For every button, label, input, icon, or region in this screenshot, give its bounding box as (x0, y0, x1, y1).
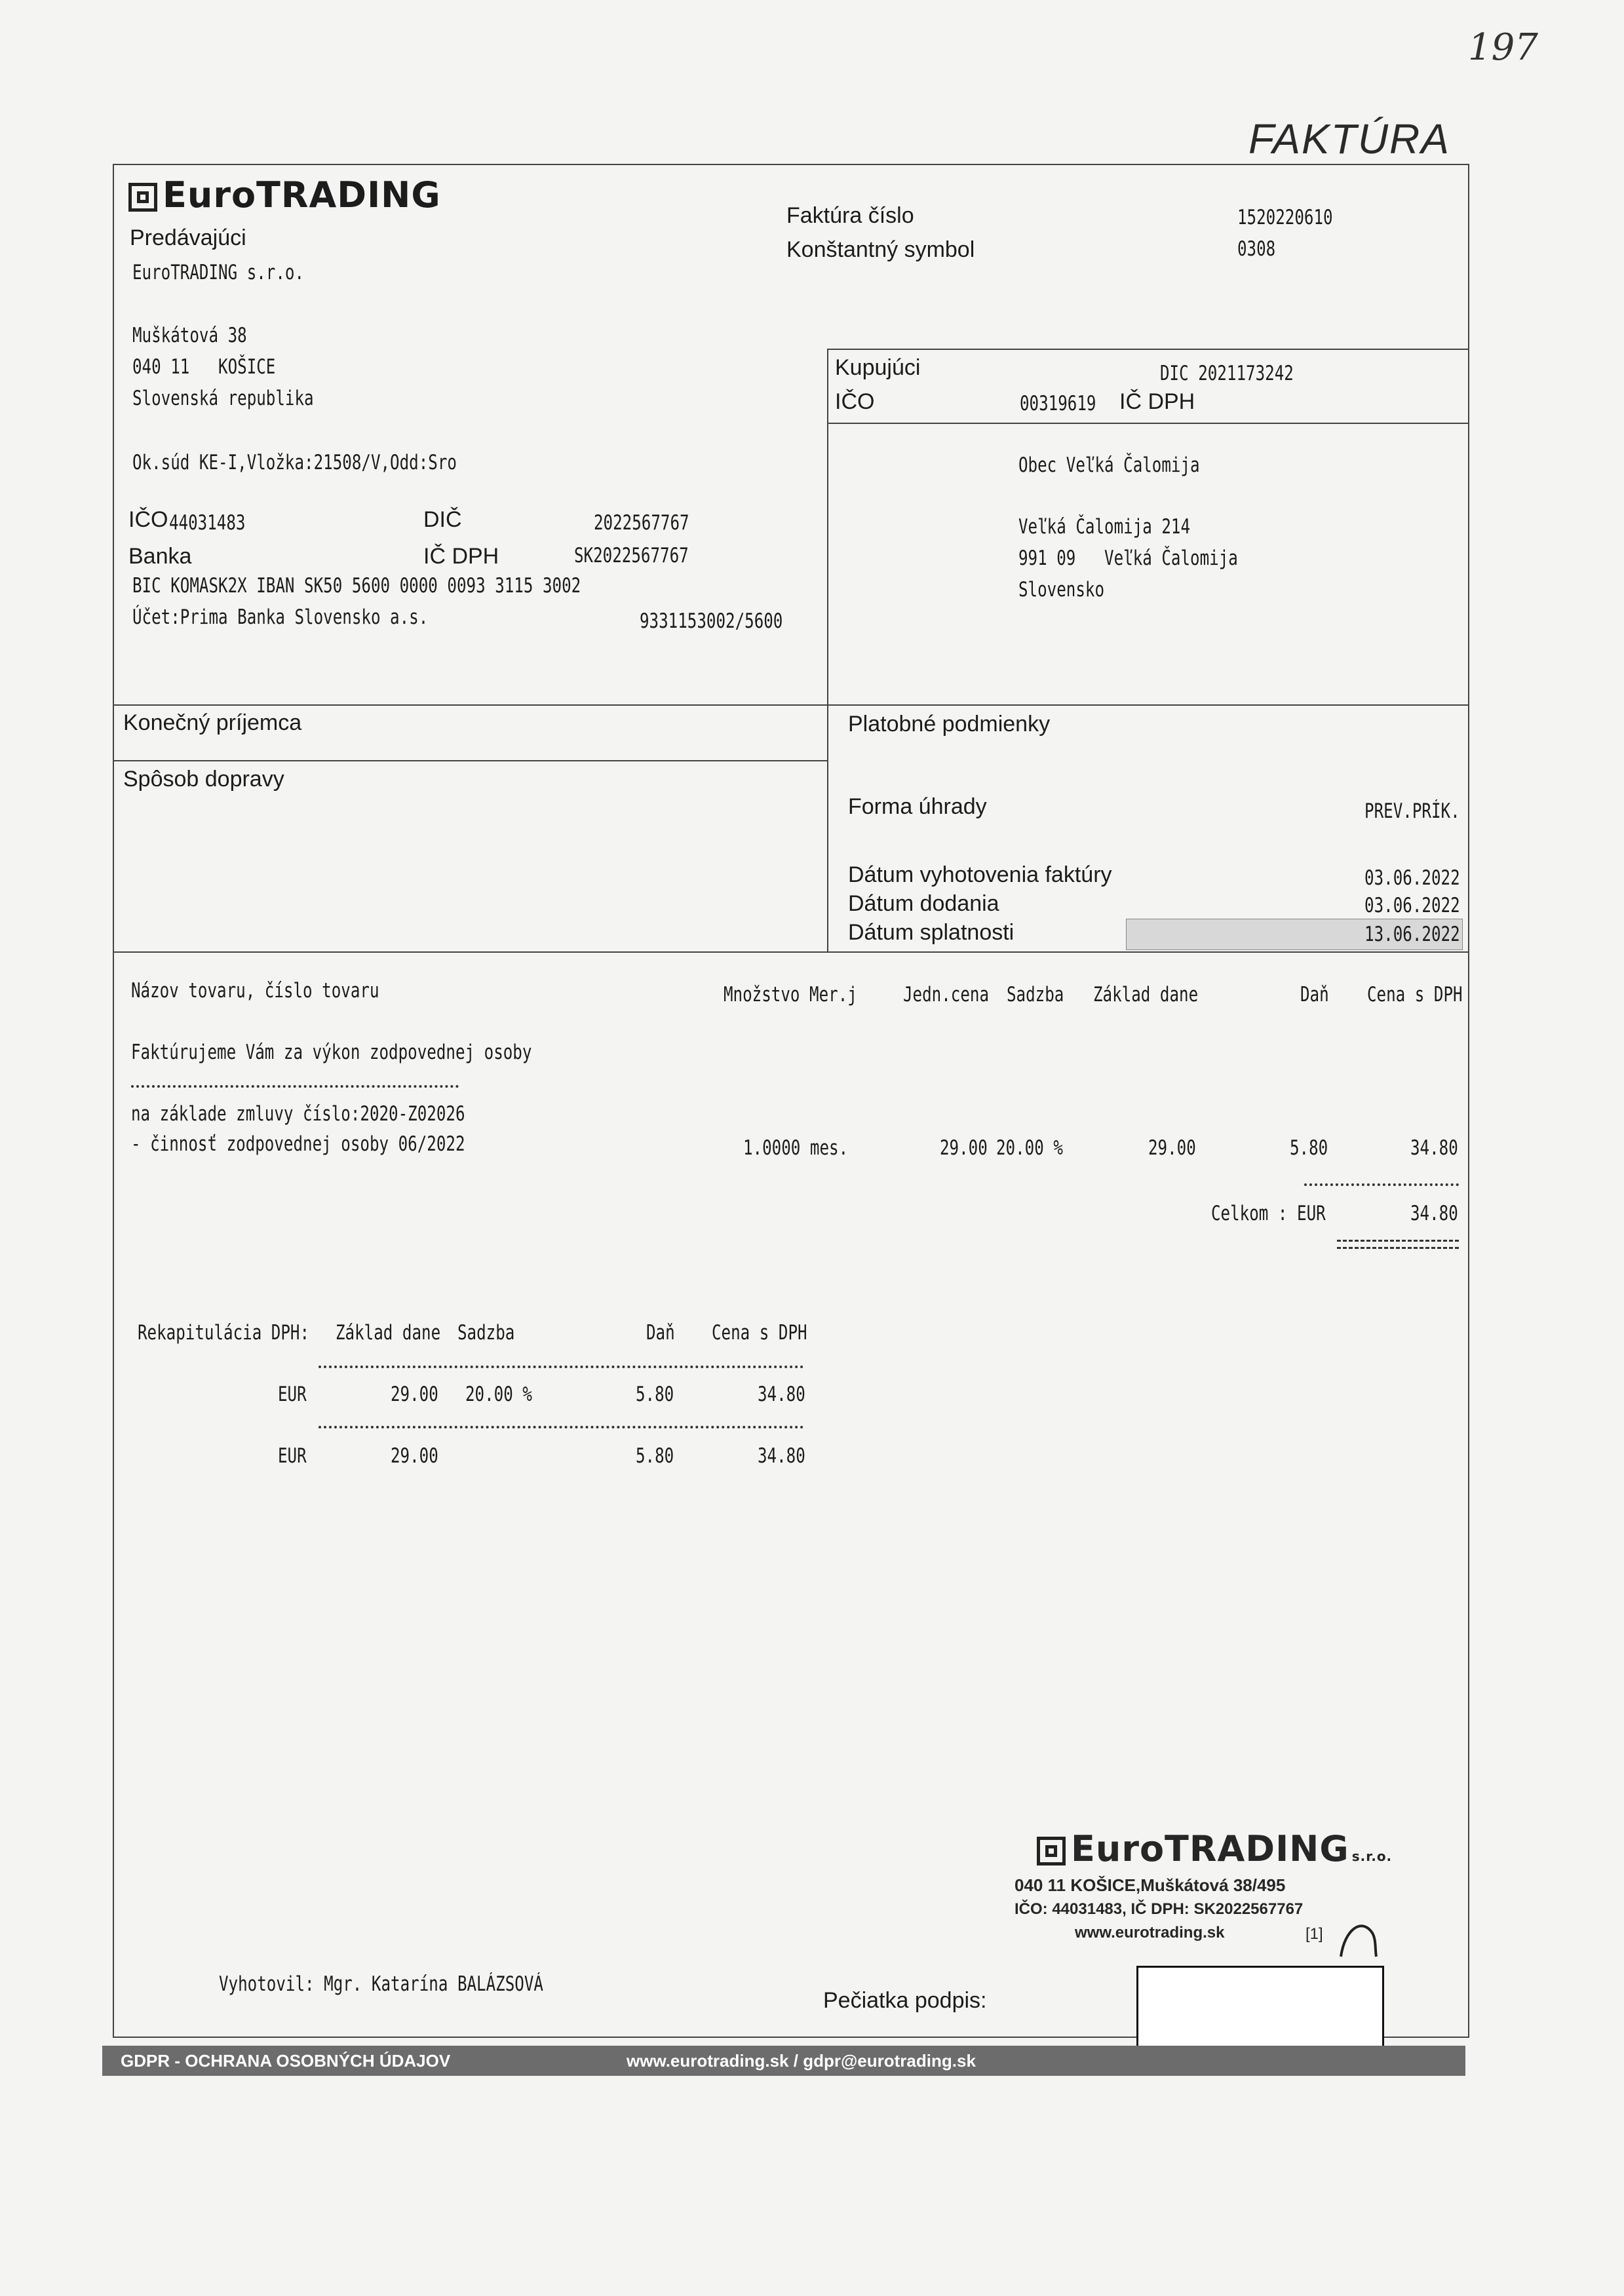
seller-account-number: 9331153002/5600 (640, 609, 783, 633)
invoice-number-label: Faktúra číslo (786, 203, 914, 228)
signature-label: Pečiatka podpis: (823, 1988, 987, 2013)
buyer-label: Kupujúci (835, 355, 921, 380)
seller-ico: 44031483 (169, 511, 246, 535)
col-header-tax: Daň (1300, 983, 1329, 1006)
vat-recap-header-underline (319, 1366, 803, 1368)
vat-recap-title: Rekapitulácia DPH: (138, 1321, 310, 1345)
buyer-ico: 00319619 (1020, 392, 1096, 415)
stamp-line-2: IČO: 44031483, IČ DPH: SK2022567767 (1015, 1900, 1304, 1918)
seller-logo: EuroTRADING (128, 174, 441, 216)
invoice-frame (113, 164, 1469, 2038)
seller-dic: 2022567767 (594, 511, 689, 535)
payment-method: PREV.PRÍK. (1364, 799, 1460, 823)
item-total-underline (1304, 1183, 1459, 1186)
payment-method-label: Forma úhrady (848, 794, 987, 819)
document-title: FAKTÚRA (1248, 115, 1450, 163)
transport-label: Spôsob dopravy (123, 767, 284, 792)
item-unit-price: 29.00 (940, 1136, 988, 1160)
seller-dic-label: DIČ (423, 507, 462, 532)
item-line-1: na základe zmluvy číslo:2020-Z02026 (131, 1102, 465, 1126)
buyer-name: Obec Veľká Čalomija (1018, 453, 1200, 477)
issued-by: Vyhotovil: Mgr. Katarína BALÁZSOVÁ (219, 1972, 543, 1996)
delivery-date-label: Dátum dodania (848, 891, 999, 916)
seller-icdph: SK2022567767 (574, 544, 689, 567)
divider-vertical-top (827, 349, 828, 951)
footer-gdpr: GDPR - OCHRANA OSOBNÝCH ÚDAJOV (121, 2051, 451, 2071)
col-header-base: Základ dane (1093, 983, 1199, 1006)
divider-transport (113, 760, 827, 761)
seller-bic-iban: BIC KOMASK2X IBAN SK50 5600 0000 0093 3115 3002 (132, 574, 581, 598)
vat-row-2-total: 34.80 (758, 1444, 805, 1468)
stamp-logo-icon (1037, 1837, 1066, 1866)
vat-row-1-rate: 20.00 % (465, 1383, 532, 1406)
stamp-logo: EuroTRADING s.r.o. (1037, 1828, 1392, 1869)
seller-street: Muškátová 38 (132, 324, 247, 347)
vat-row-1-base: 29.00 (391, 1383, 438, 1406)
issue-date-label: Dátum vyhotovenia faktúry (848, 862, 1112, 887)
vat-row-2-currency: EUR (278, 1444, 307, 1468)
buyer-dic: DIC 2021173242 (1160, 362, 1294, 385)
seller-account: Účet:Prima Banka Slovensko a.s. (132, 605, 429, 629)
seller-name: EuroTRADING s.r.o. (132, 261, 305, 284)
seller-city: 040 11 KOŠICE (132, 355, 276, 379)
due-date-label: Dátum splatnosti (848, 920, 1015, 945)
grand-total-label: Celkom : EUR (1211, 1202, 1326, 1225)
seller-ico-label: IČO (128, 507, 168, 532)
delivery-date: 03.06.2022 (1364, 894, 1460, 917)
vat-recap-header-tax: Daň (646, 1321, 675, 1345)
buyer-country: Slovensko (1018, 578, 1105, 602)
stamp-mark: [1] (1305, 1925, 1323, 1943)
recipient-label: Konečný príjemca (123, 710, 302, 735)
invoice-number: 1520220610 (1237, 206, 1333, 229)
vat-row-1-tax: 5.80 (636, 1383, 674, 1406)
divider-recipient (113, 704, 1469, 706)
company-stamp (1015, 1828, 1393, 1959)
item-qty: 1.0000 mes. (743, 1136, 849, 1160)
vat-row-2-tax: 5.80 (636, 1444, 674, 1468)
item-total: 34.80 (1410, 1136, 1458, 1160)
item-base: 29.00 (1148, 1136, 1196, 1160)
eurotrading-logo-icon (128, 183, 157, 212)
stamp-line-3: www.eurotrading.sk (1075, 1924, 1225, 1942)
col-header-qty: Množstvo Mer.j (724, 983, 857, 1006)
col-header-name: Názov tovaru, číslo tovaru (131, 979, 379, 1003)
footer-web: www.eurotrading.sk / gdpr@eurotrading.sk (627, 2051, 976, 2071)
buyer-icdph-label: IČ DPH (1119, 389, 1195, 414)
vat-row-2-base: 29.00 (391, 1444, 438, 1468)
divider-buyer-top (827, 349, 1469, 350)
buyer-city: 991 09 Veľká Čalomija (1018, 546, 1238, 570)
issue-date: 03.06.2022 (1364, 866, 1460, 890)
payment-terms-label: Platobné podmienky (848, 712, 1051, 737)
grand-total-double-line (1337, 1240, 1459, 1249)
item-intro-underline (131, 1085, 459, 1088)
item-intro: Faktúrujeme Vám za výkon zodpovednej osoby (131, 1041, 532, 1064)
seller-label: Predávajúci (130, 225, 246, 250)
buyer-street: Veľká Čalomija 214 (1018, 515, 1191, 539)
item-rate: 20.00 % (996, 1136, 1063, 1160)
vat-recap-header-total: Cena s DPH (712, 1321, 807, 1345)
vat-row-1-underline (319, 1426, 803, 1428)
seller-bank-label: Banka (128, 544, 192, 569)
signature-stroke (1336, 1913, 1382, 1959)
constant-symbol-label: Konštantný symbol (786, 237, 975, 262)
page-number-handwritten: 197 (1468, 26, 1538, 69)
seller-icdph-label: IČ DPH (423, 544, 499, 569)
vat-recap-header-base: Základ dane (336, 1321, 441, 1345)
grand-total: 34.80 (1410, 1202, 1458, 1225)
seller-country: Slovenská republika (132, 387, 314, 410)
vat-row-1-total: 34.80 (758, 1383, 805, 1406)
col-header-unit-price: Jedn.cena (903, 983, 990, 1006)
constant-symbol: 0308 (1237, 237, 1276, 261)
buyer-ico-label: IČO (835, 389, 875, 414)
footer-band (102, 2046, 1465, 2076)
item-tax: 5.80 (1290, 1136, 1328, 1160)
col-header-rate: Sadzba (1007, 983, 1064, 1006)
divider-buyer-ico (827, 423, 1469, 424)
vat-row-1-currency: EUR (278, 1383, 307, 1406)
stamp-line-1: 040 11 KOŠICE,Muškátová 38/495 (1015, 1875, 1286, 1895)
divider-items (113, 951, 1469, 953)
due-date: 13.06.2022 (1364, 923, 1460, 946)
col-header-total: Cena s DPH (1367, 983, 1463, 1006)
seller-registry: Ok.súd KE-I,Vložka:21508/V,Odd:Sro (132, 451, 457, 474)
vat-recap-header-rate: Sadzba (457, 1321, 515, 1345)
item-line-2: - činnosť zodpovednej osoby 06/2022 (131, 1132, 465, 1156)
